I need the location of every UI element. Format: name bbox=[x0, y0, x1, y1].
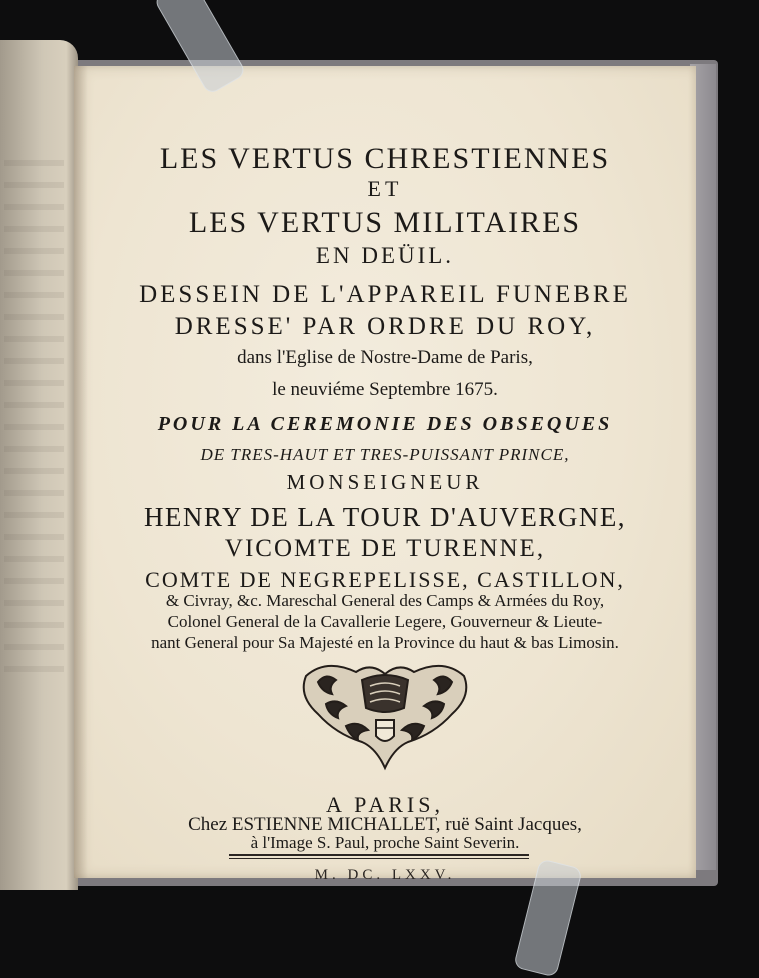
name-line: HENRY DE LA TOUR D'AUVERGNE, bbox=[143, 502, 627, 532]
imprint-rule bbox=[229, 854, 529, 856]
subtitle-line-2: DRESSE' PAR ORDRE DU ROY, bbox=[174, 313, 596, 340]
floral-coat-of-arms-ornament-icon bbox=[296, 656, 474, 772]
honorific-line: MONSEIGNEUR bbox=[286, 470, 484, 494]
title-line-1: LES VERTUS CHRESTIENNES bbox=[159, 142, 611, 175]
title-comte-line: COMTE DE NEGREPELISSE, CASTILLON, bbox=[145, 567, 625, 592]
date-line: le neuviéme Septembre 1675. bbox=[272, 379, 498, 400]
location-line: dans l'Eglise de Nostre-Dame de Paris, bbox=[237, 347, 533, 368]
left-page-edge bbox=[0, 40, 78, 890]
imprint-address: à l'Image S. Paul, proche Saint Severin. bbox=[250, 833, 520, 852]
show-through-text bbox=[4, 160, 64, 680]
title-line-4: EN DEÜIL. bbox=[315, 243, 455, 268]
title-line-2: ET bbox=[367, 176, 403, 201]
offices-line-1: & Civray, &c. Mareschal General des Camps & Armées du Roy, bbox=[165, 591, 605, 610]
subtitle-line-1: DESSEIN DE L'APPAREIL FUNEBRE bbox=[139, 281, 631, 308]
imprint-rule-thin bbox=[229, 858, 529, 859]
imprint-date: M. DC. LXXV. bbox=[314, 867, 456, 883]
occasion-line-1: POUR LA CEREMONIE DES OBSEQUES bbox=[157, 413, 613, 435]
title-vicomte-line: VICOMTE DE TURENNE, bbox=[224, 535, 546, 562]
offices-line-3: nant General pour Sa Majesté en la Province du haut & bas Limosin. bbox=[151, 633, 619, 652]
imprint-city: A PARIS, bbox=[325, 792, 444, 817]
imprint-publisher: Chez ESTIENNE MICHALLET, ruë Saint Jacques, bbox=[188, 814, 582, 835]
offices-line-2: Colonel General de la Cavallerie Legere, Gouverneur & Lieute- bbox=[167, 612, 603, 631]
title-line-3: LES VERTUS MILITAIRES bbox=[188, 206, 582, 239]
occasion-line-2: DE TRES-HAUT ET TRES-PUISSANT PRINCE, bbox=[200, 445, 570, 464]
